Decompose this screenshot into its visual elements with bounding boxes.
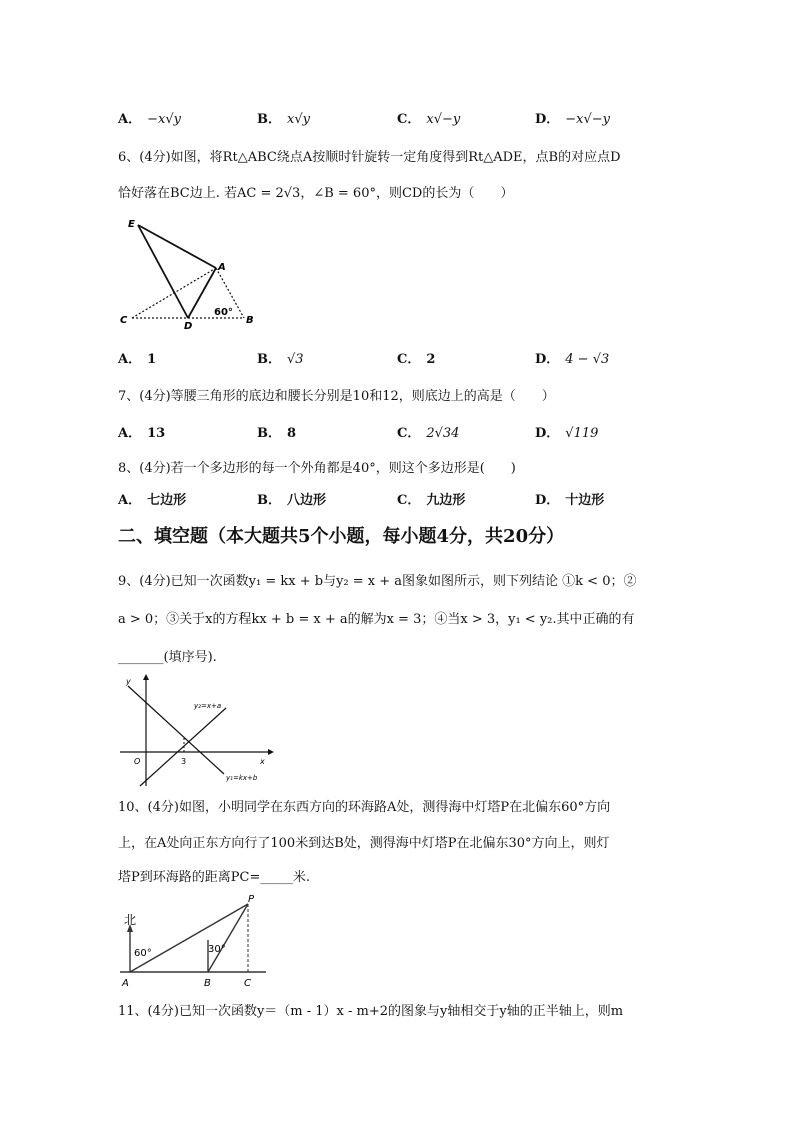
label-C: C: [244, 978, 251, 988]
q6-line2: 恰好落在BC边上. 若AC = 2√3，∠B = 60°，则CD的长为（ ）: [118, 186, 514, 201]
label-60: 60°: [134, 948, 152, 959]
q10-line2: 上，在A处向正东方向行了100米到达B处，测得海中灯塔P在北偏东30°方向上，则灯: [118, 836, 610, 851]
line-AD: [188, 268, 216, 318]
label-A: A: [218, 262, 226, 273]
q5-option-a: A． −x√y: [118, 112, 181, 127]
label-E: E: [128, 219, 135, 230]
label-30: 30°: [208, 944, 226, 955]
q6-option-a: A． 1: [118, 352, 157, 367]
label-angle-60: 60°: [214, 307, 233, 318]
label-D: D: [184, 321, 193, 332]
label-3: 3: [181, 757, 187, 766]
q5-option-b: B． x√y: [257, 112, 310, 127]
q10-figure: [118, 890, 268, 988]
q8-option-d: D． 十边形: [535, 493, 605, 508]
q8-line1: 8、(4分)若一个多边形的每一个外角都是40°，则这个多边形是( ): [118, 461, 516, 476]
q9-line3: _______(填序号).: [118, 650, 217, 665]
q10-line3: 塔P到环海路的距离PC=_____米.: [118, 870, 310, 885]
label-y2: y₂=x+a: [194, 702, 222, 710]
label-y1: y₁=kx+b: [226, 774, 258, 782]
label-B: B: [246, 315, 254, 326]
q10-line1: 10、(4分)如图，小明同学在东西方向的环海路A处，测得海中灯塔P在北偏东60°方向: [118, 800, 611, 815]
label-O: O: [134, 757, 141, 766]
q7-option-a: A． 13: [118, 426, 166, 441]
q8-option-a: A． 七边形: [118, 493, 187, 508]
label-A: A: [122, 978, 129, 988]
label-north: 北: [124, 913, 137, 927]
q6-line1: 6、(4分)如图，将Rt△ABC绕点A按顺时针旋转一定角度得到Rt△ADE，点B的对应点D: [118, 150, 621, 165]
q6-option-c: C． 2: [397, 352, 436, 367]
x-axis-arrow: [268, 749, 274, 755]
label-P: P: [248, 894, 255, 905]
q9-line1: 9、(4分)已知一次函数y₁ = kx + b与y₂ = x + a图象如图所示，则下列结论 ①k < 0；②: [118, 574, 637, 589]
line-CA: [132, 268, 216, 318]
q11-line1: 11、(4分)已知一次函数y＝（m - 1）x - m+2的图象与y轴相交于y轴的正半轴上，则m: [118, 1004, 624, 1019]
q9-line2: a > 0；③关于x的方程kx + b = x + a的解为x = 3；④当x > 3，y₁ < y₂.其中正确的有: [118, 612, 635, 627]
section-2-heading: 二、填空题（本大题共5个小题，每小题4分，共20分）: [118, 526, 565, 547]
label-y: y: [126, 677, 131, 686]
q9-figure: [118, 672, 278, 790]
q7-option-b: B． 8: [257, 426, 297, 441]
q8-option-b: B． 八边形: [257, 493, 327, 508]
y-axis-arrow: [143, 674, 149, 680]
q6-option-d: D． 4 − √3: [535, 352, 610, 367]
q7-option-c: C． 2√34: [397, 426, 460, 441]
line-y2: [140, 708, 226, 786]
q8-option-c: C． 九边形: [397, 493, 466, 508]
q6-figure: [118, 215, 268, 333]
label-B: B: [204, 978, 211, 988]
q5-option-d: D． −x√−y: [535, 112, 611, 127]
label-x: x: [260, 757, 265, 766]
q7-line1: 7、(4分)等腰三角形的底边和腰长分别是10和12，则底边上的高是（ ）: [118, 389, 555, 404]
q5-option-c: C． x√−y: [397, 112, 461, 127]
label-C: C: [120, 315, 128, 326]
line-y1: [128, 686, 224, 774]
q6-option-b: B． √3: [257, 352, 304, 367]
q7-option-d: D． √119: [535, 426, 599, 441]
